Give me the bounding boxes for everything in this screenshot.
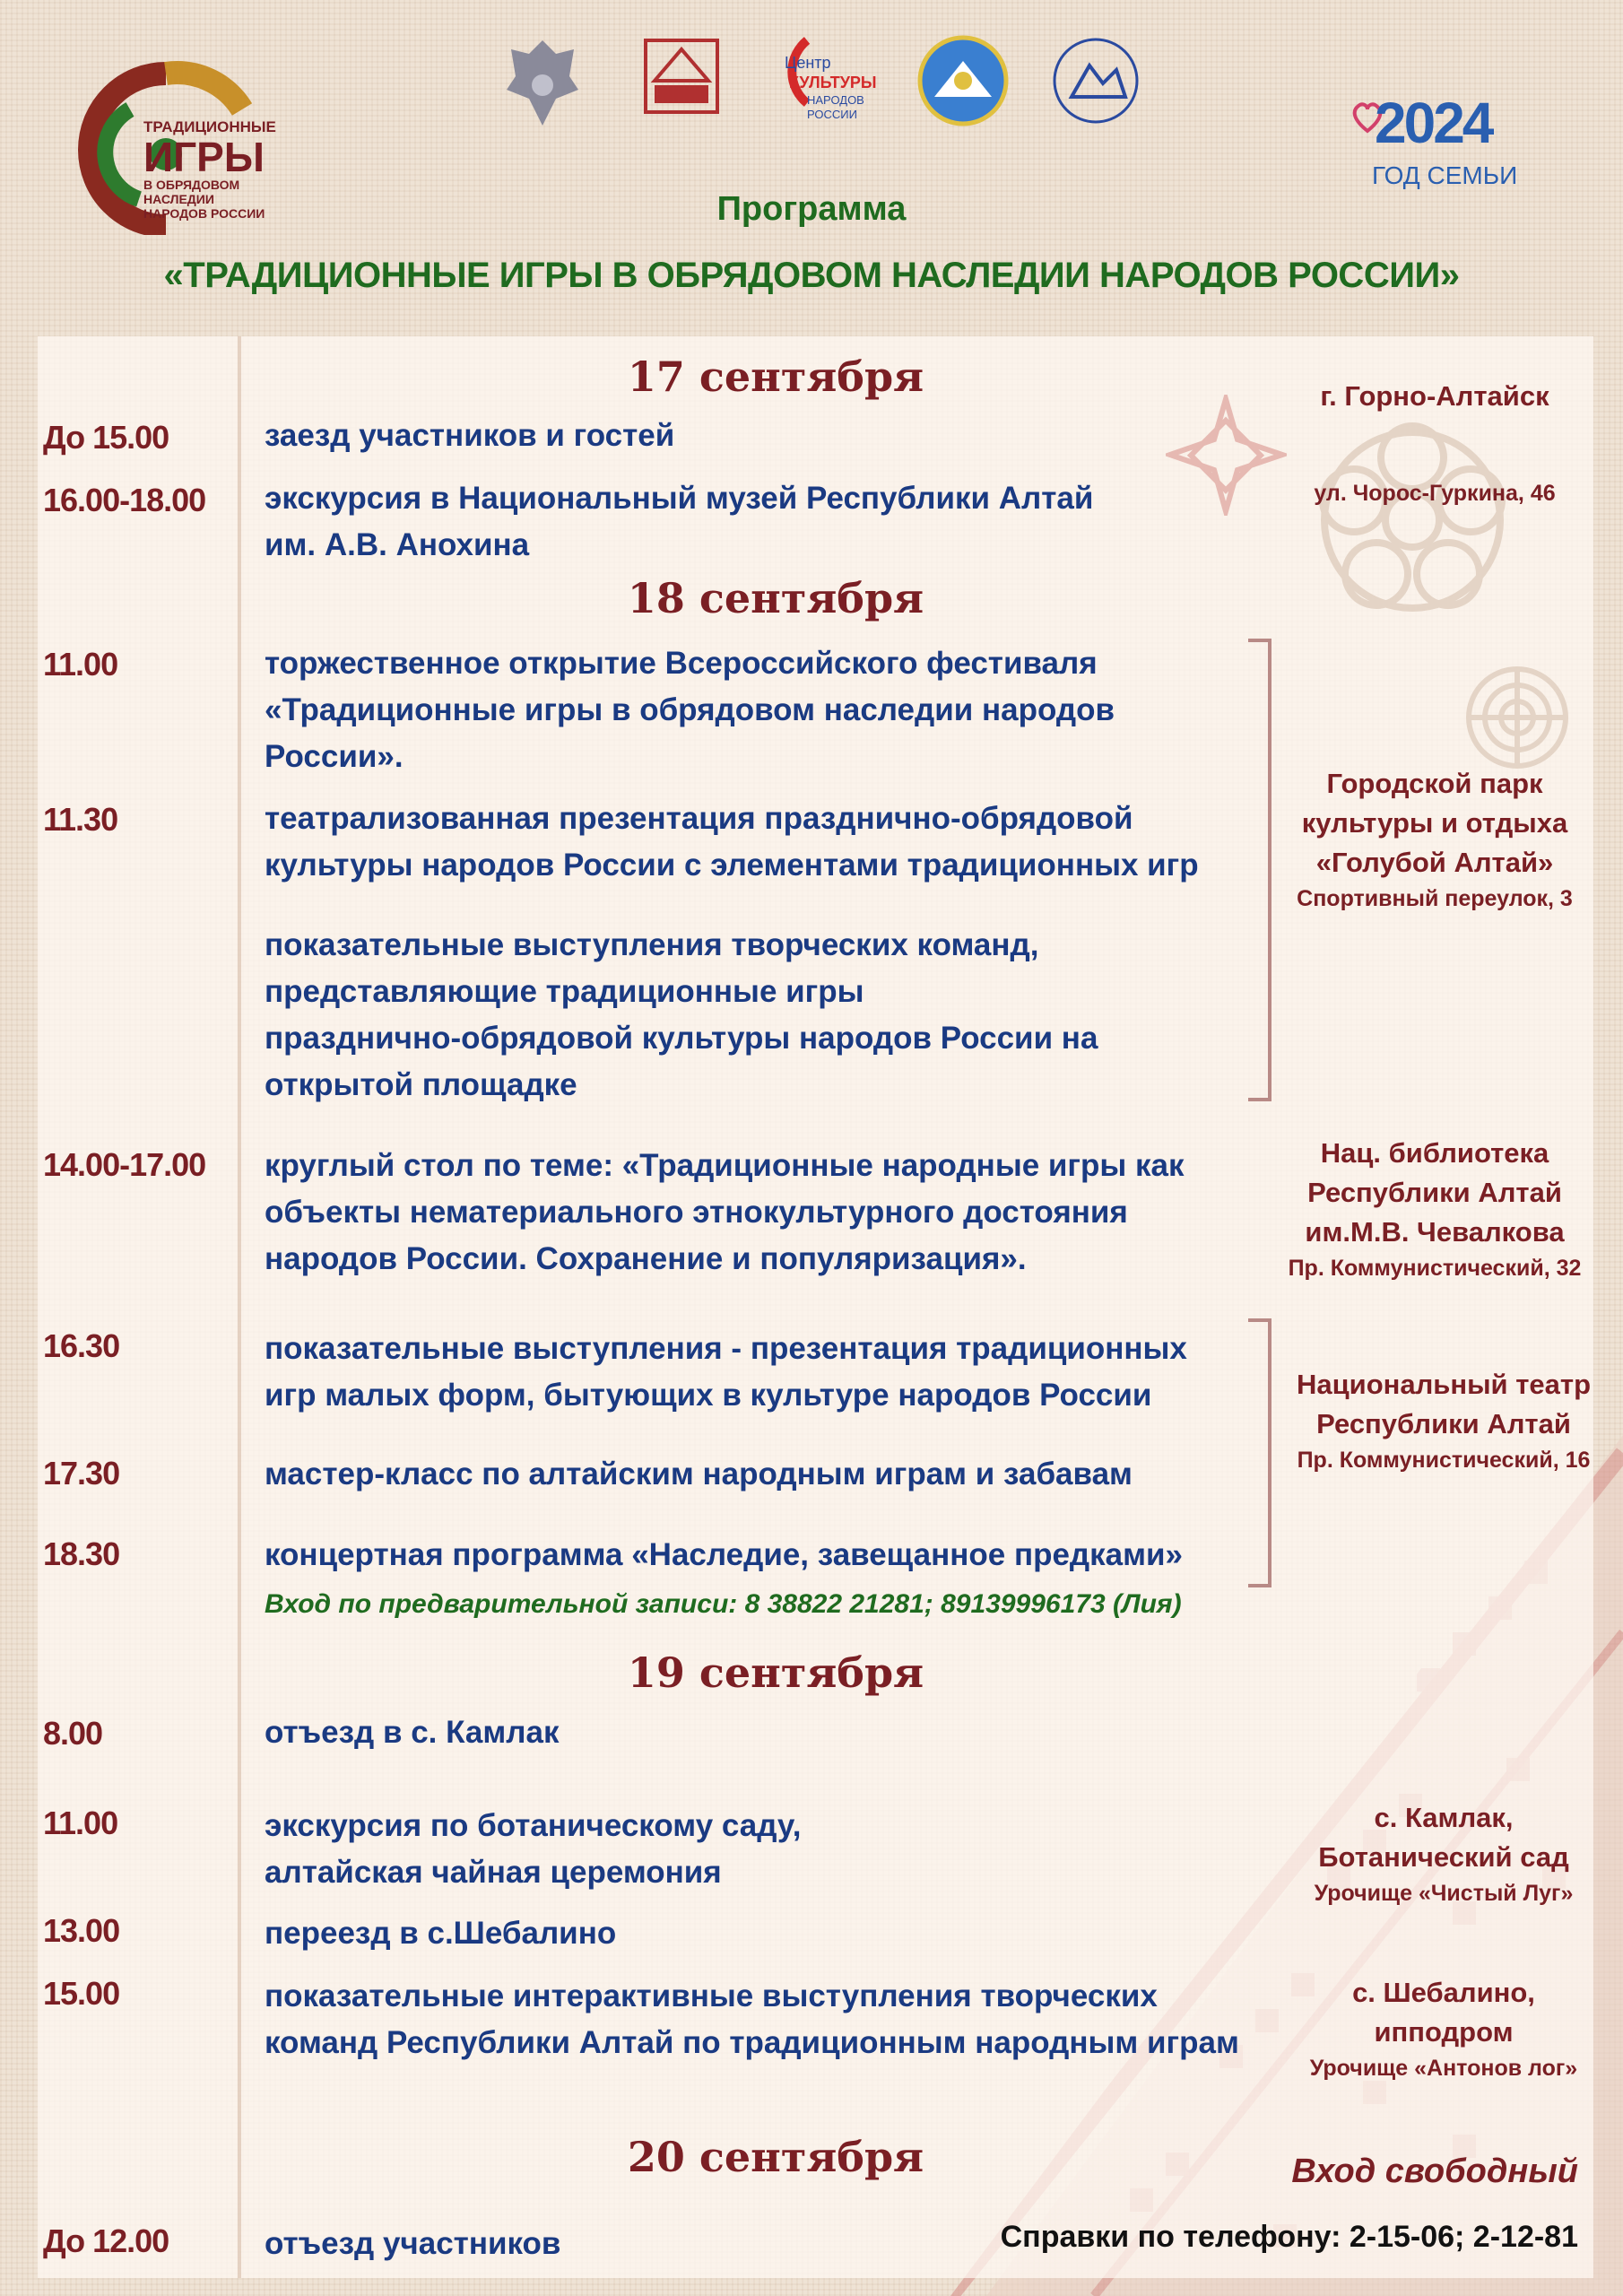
- logo-line: В ОБРЯДОВОМ: [143, 178, 240, 192]
- free-entry-label: Вход свободный: [1291, 2152, 1578, 2190]
- venue-address: Пр. Коммунистический, 16: [1297, 1448, 1591, 1473]
- gdnt-logo-icon: [641, 36, 722, 117]
- year-caption: ГОД СЕМЬИ: [1372, 161, 1518, 189]
- event-line: торжественное открытие Всероссийского фестиваля: [265, 646, 1098, 681]
- logo-line: НАРОДОВ РОССИИ: [143, 206, 265, 221]
- venue-name: культуры и отдыха: [1301, 807, 1568, 839]
- venue-block: [1273, 1134, 1596, 1284]
- venue-address: Пр. Коммунистический, 32: [1288, 1256, 1582, 1281]
- venue-block: [1291, 1798, 1596, 1909]
- event-time: До 12.00: [43, 2222, 169, 2259]
- logo-line: НАСЛЕДИИ: [143, 192, 214, 206]
- event-line: отъезд участников: [265, 2226, 561, 2261]
- venue-name: с. Шебалино,: [1352, 1977, 1535, 2008]
- event-description: [265, 1143, 1287, 1283]
- program-label: Программа: [716, 190, 907, 228]
- culture-center-line: КУЛЬТУРЫ: [789, 74, 877, 91]
- event-line: объекты нематериального этнокультурного достояния: [265, 1195, 1128, 1230]
- event-line: показательные выступления - презентация традиционных: [265, 1331, 1187, 1366]
- day-heading: 19 сентября: [627, 1648, 924, 1697]
- event-description: [265, 1910, 1287, 1957]
- culture-center-line: НАРОДОВ: [807, 93, 864, 107]
- event-description: [265, 1532, 1287, 1578]
- venue-address: Спортивный переулок, 3: [1297, 886, 1573, 911]
- venue-name: Ботанический сад: [1318, 1841, 1569, 1873]
- day-heading: 17 сентября: [627, 352, 924, 401]
- event-line: заезд участников и гостей: [265, 418, 675, 453]
- event-line: экскурсия по ботаническому саду,: [265, 1808, 802, 1843]
- event-time: 16.30: [43, 1327, 120, 1364]
- event-time: 11.30: [43, 801, 118, 838]
- event-description: [265, 1451, 1287, 1498]
- event-line: культуры народов России с элементами традиционных игр: [265, 848, 1199, 883]
- day-heading: 20 сентября: [627, 2133, 924, 2181]
- venue-name: ипподром: [1374, 2016, 1514, 2048]
- event-description: [265, 1973, 1287, 2066]
- event-time: 11.00: [43, 1805, 118, 1841]
- venue-bracket: [1248, 639, 1271, 1101]
- event-line: алтайская чайная церемония: [265, 1855, 722, 1890]
- ministry-emblem-icon: [502, 36, 583, 135]
- event-line: показательные интерактивные выступления творческих: [265, 1979, 1158, 2013]
- event-line: России».: [265, 739, 404, 774]
- event-description: [265, 1326, 1287, 1419]
- event-time: 8.00: [43, 1715, 103, 1752]
- event-time: 11.00: [43, 646, 118, 683]
- venue-address: Урочище «Антонов лог»: [1309, 2056, 1578, 2081]
- event-line: круглый стол по теме: «Традиционные народные игры как: [265, 1148, 1185, 1183]
- venue-block: [1273, 1365, 1614, 1476]
- altai-emblem-icon: [916, 34, 1010, 127]
- venue-block: [1273, 377, 1596, 509]
- event-description: [265, 640, 1287, 780]
- event-line: празднично-обрядовой культуры народов России на: [265, 1021, 1098, 1056]
- venue-name: Городской парк: [1326, 768, 1543, 799]
- venue-name: Республики Алтай: [1307, 1177, 1562, 1208]
- event-time: До 15.00: [43, 419, 169, 456]
- sun-ornament-icon: [1463, 664, 1571, 771]
- event-line: игр малых форм, бытующих в культуре народов России: [265, 1378, 1152, 1413]
- event-description: [265, 475, 1287, 569]
- event-line: команд Республики Алтай по традиционным народным играм: [265, 2025, 1239, 2060]
- event-line: народов России. Сохранение и популяризация».: [265, 1241, 1027, 1276]
- logo-line: ТРАДИЦИОННЫЕ: [143, 118, 276, 135]
- venue-bracket: [1248, 1318, 1271, 1587]
- culture-center-logo: [758, 36, 883, 126]
- program-title: «ТРАДИЦИОННЫЕ ИГРЫ В ОБРЯДОВОМ НАСЛЕДИИ НАРОДОВ РОССИИ»: [163, 256, 1460, 295]
- event-description: [265, 922, 1287, 1109]
- registration-note: Вход по предварительной записи: 8 38822 21281; 89139996173 (Лия): [265, 1589, 1182, 1619]
- day-heading: 18 сентября: [627, 574, 924, 622]
- event-line: мастер-класс по алтайским народным играм и забавам: [265, 1457, 1133, 1492]
- logo-line: ИГРЫ: [143, 134, 265, 180]
- event-line: показательные выступления творческих команд,: [265, 927, 1039, 962]
- venue-address: ул. Чорос-Гуркина, 46: [1314, 481, 1556, 506]
- venue-block: [1273, 764, 1596, 915]
- event-description: [265, 413, 1287, 459]
- event-line: переезд в с.Шебалино: [265, 1916, 617, 1951]
- event-time: 17.30: [43, 1455, 120, 1492]
- event-description: [265, 796, 1287, 889]
- event-line: концертная программа «Наследие, завещанное предками»: [265, 1537, 1184, 1572]
- time-column-divider: [238, 336, 241, 2278]
- event-line: «Традиционные игры в обрядовом наследии народов: [265, 692, 1115, 727]
- event-time: 15.00: [43, 1975, 120, 2012]
- event-description: [265, 1709, 1287, 1756]
- contact-phone: Справки по телефону: 2-15-06; 2-12-81: [1000, 2220, 1578, 2254]
- event-time: 13.00: [43, 1912, 120, 1949]
- venue-name: г. Горно-Алтайск: [1320, 380, 1549, 412]
- venue-block: [1291, 1973, 1596, 2084]
- event-time: 14.00-17.00: [43, 1146, 206, 1183]
- venue-name: с. Камлак,: [1374, 1802, 1514, 1833]
- event-line: отъезд в с. Камлак: [265, 1715, 560, 1750]
- culture-center-line: Центр: [785, 54, 831, 72]
- venue-name: Нац. библиотека: [1320, 1137, 1549, 1169]
- culture-center-line: РОССИИ: [807, 108, 857, 121]
- venue-name: Национальный театр: [1296, 1369, 1592, 1400]
- event-line: им. А.В. Анохина: [265, 527, 530, 562]
- event-line: представляющие традиционные игры: [265, 974, 864, 1009]
- event-time: 18.30: [43, 1535, 120, 1572]
- event-line: экскурсия в Национальный музей Республики Алтай: [265, 481, 1094, 516]
- year-text: 2024: [1375, 91, 1492, 155]
- event-time: 16.00-18.00: [43, 482, 206, 518]
- venue-name: «Голубой Алтай»: [1315, 847, 1554, 878]
- rc-logo-icon: [1049, 34, 1142, 127]
- venue-address: Урочище «Чистый Луг»: [1314, 1881, 1574, 1906]
- venue-name: им.М.В. Чевалкова: [1305, 1216, 1565, 1248]
- venue-name: Республики Алтай: [1316, 1408, 1571, 1439]
- event-line: театрализованная презентация празднично-обрядовой: [265, 801, 1133, 836]
- event-description: [265, 1803, 1287, 1896]
- event-line: открытой площадке: [265, 1067, 577, 1102]
